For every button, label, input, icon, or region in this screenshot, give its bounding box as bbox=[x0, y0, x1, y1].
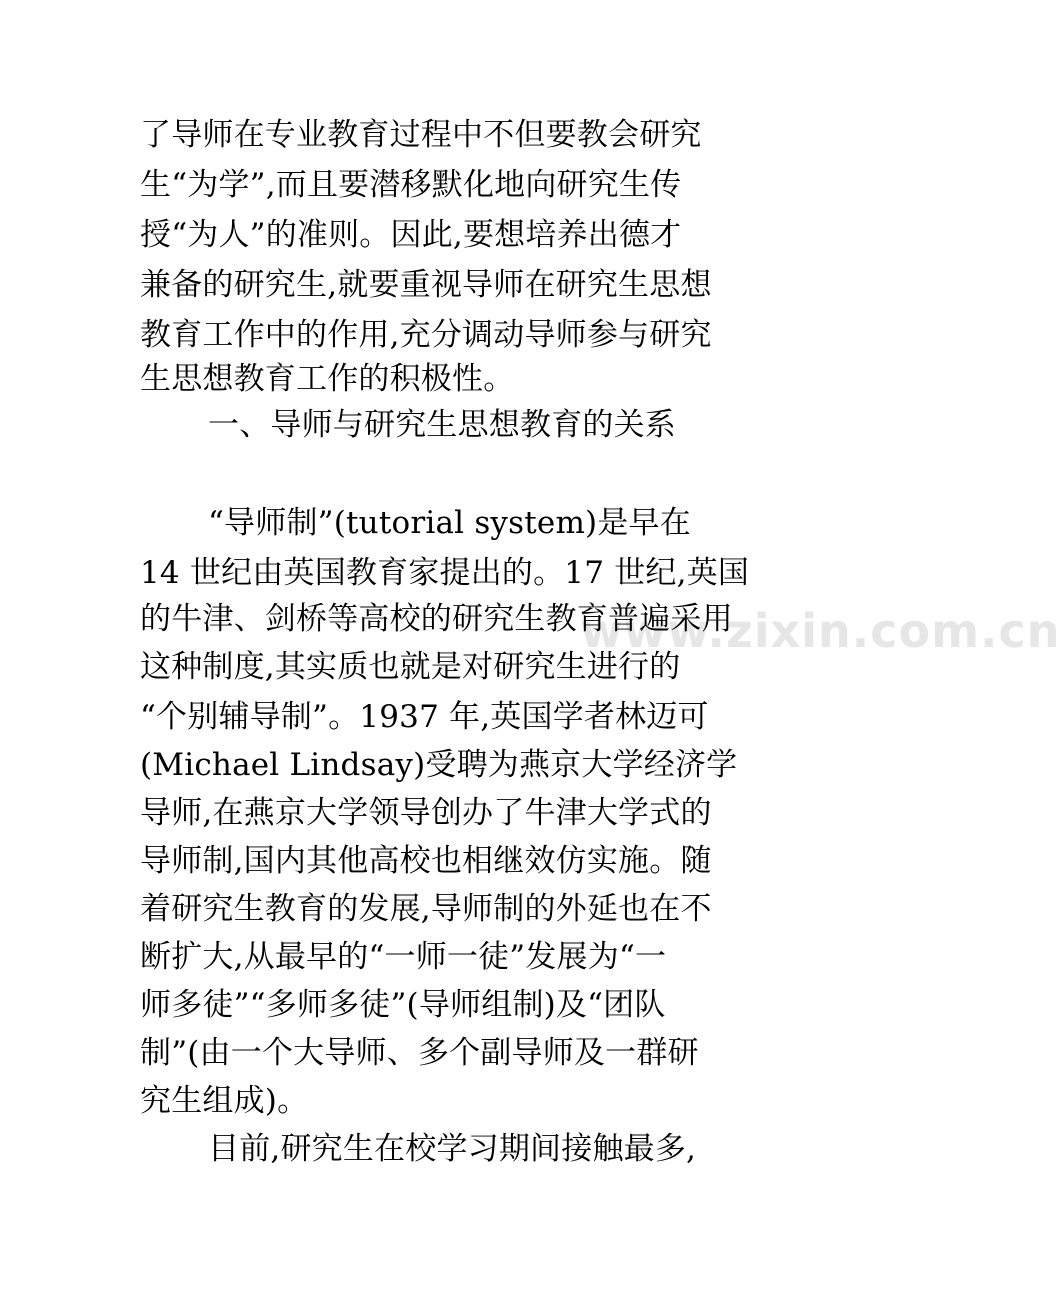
paragraph-line: 兼备的研究生,就要重视导师在研究生思想 bbox=[140, 267, 712, 303]
paragraph-line: 生“为学”,而且要潜移默化地向研究生传 bbox=[140, 167, 682, 203]
paragraph-line: 师多徒”“多师多徒”(导师组制)及“团队 bbox=[140, 987, 666, 1023]
paragraph-line: 究生组成)。 bbox=[140, 1083, 309, 1119]
paragraph-line: “导师制”(tutorial system)是早在 bbox=[208, 505, 691, 541]
paragraph-line: 这种制度,其实质也就是对研究生进行的 bbox=[140, 649, 681, 685]
paragraph-line: 授“为人”的准则。因此,要想培养出德才 bbox=[140, 217, 682, 253]
paragraph-line: (Michael Lindsay)受聘为燕京大学经济学 bbox=[140, 747, 738, 783]
paragraph-line: 教育工作中的作用,充分调动导师参与研究 bbox=[140, 317, 712, 353]
paragraph-line: 目前,研究生在校学习期间接触最多, bbox=[208, 1131, 697, 1167]
paragraph-line: 着研究生教育的发展,导师制的外延也在不 bbox=[140, 891, 712, 927]
section-heading: 一、导师与研究生思想教育的关系 bbox=[208, 407, 676, 443]
paragraph-line: 导师制,国内其他高校也相继效仿实施。随 bbox=[140, 843, 712, 879]
watermark: www.zixin.com.cn bbox=[580, 604, 1061, 658]
paragraph-line: 生思想教育工作的积极性。 bbox=[140, 361, 515, 397]
paragraph-line: 制”(由一个大导师、多个副导师及一群研 bbox=[140, 1035, 699, 1071]
paragraph-line: 14 世纪由英国教育家提出的。17 世纪,英国 bbox=[140, 555, 750, 591]
paragraph-line: “个别辅导制”。1937 年,英国学者林迈可 bbox=[140, 699, 709, 735]
paragraph-line: 导师,在燕京大学领导创办了牛津大学式的 bbox=[140, 795, 712, 831]
paragraph-line: 断扩大,从最早的“一师一徒”发展为“一 bbox=[140, 939, 667, 975]
paragraph-line: 的牛津、剑桥等高校的研究生教育普遍采用 bbox=[140, 601, 733, 637]
paragraph-line: 了导师在专业教育过程中不但要教会研究 bbox=[140, 117, 702, 153]
